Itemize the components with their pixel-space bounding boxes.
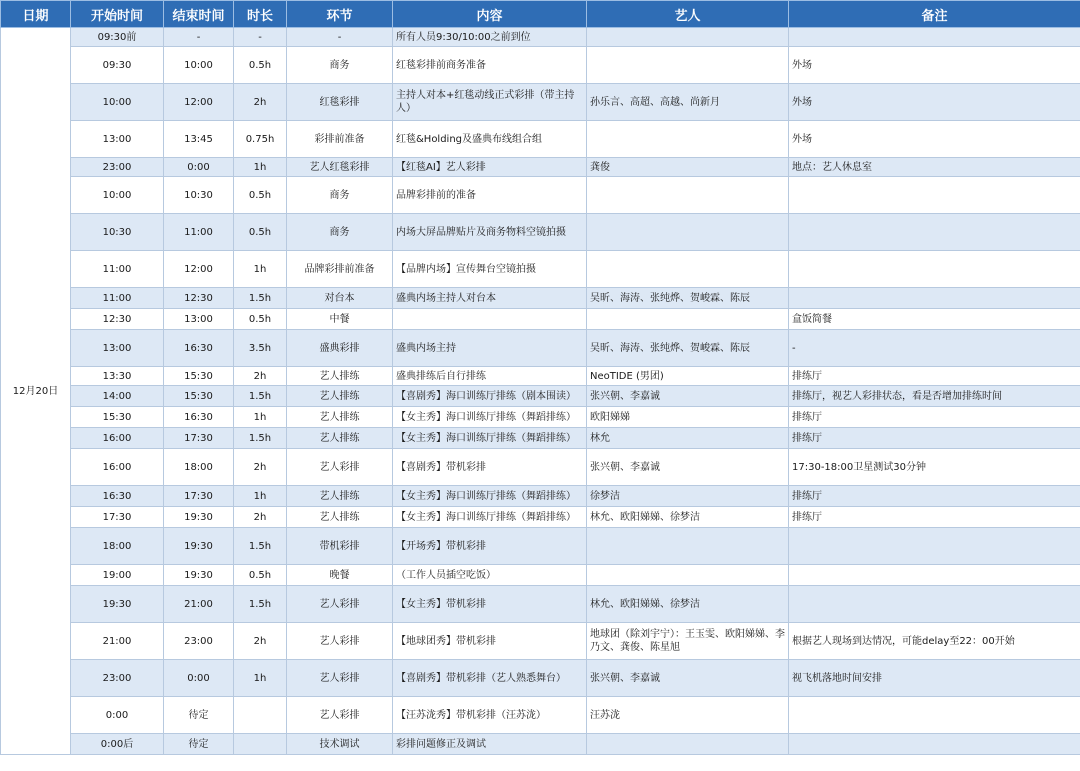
duration-cell (234, 734, 287, 755)
segment-cell: 艺人排练 (287, 407, 393, 428)
segment-cell: 商务 (287, 214, 393, 251)
start-time-cell: 18:00 (71, 528, 164, 565)
duration-cell: 0.5h (234, 309, 287, 330)
note-cell: 17:30-18:00卫星测试30分钟 (789, 449, 1080, 486)
end-time-cell: 17:30 (164, 428, 234, 449)
end-time-cell: 0:00 (164, 660, 234, 697)
duration-cell: 0.75h (234, 121, 287, 158)
duration-cell: 2h (234, 449, 287, 486)
artist-cell: 张兴朝、李嘉诚 (587, 449, 789, 486)
start-time-cell: 11:00 (71, 288, 164, 309)
segment-cell: 艺人彩排 (287, 660, 393, 697)
end-time-cell: 21:00 (164, 586, 234, 623)
segment-cell: 商务 (287, 177, 393, 214)
content-cell: 【喜剧秀】带机彩排 (393, 449, 587, 486)
artist-cell: 吴昕、海涛、张纯烨、贺峻霖、陈辰 (587, 330, 789, 367)
segment-cell: 艺人红毯彩排 (287, 158, 393, 177)
note-cell (789, 288, 1080, 309)
segment-cell: 艺人彩排 (287, 623, 393, 660)
content-cell: 【品牌内场】宣传舞台空镜拍摄 (393, 251, 587, 288)
segment-cell: 彩排前准备 (287, 121, 393, 158)
start-time-cell: 09:30 (71, 47, 164, 84)
artist-cell: 张兴朝、李嘉诚 (587, 660, 789, 697)
segment-cell: 晚餐 (287, 565, 393, 586)
content-cell: 【地球团秀】带机彩排 (393, 623, 587, 660)
artist-cell: 徐梦洁 (587, 486, 789, 507)
segment-cell: - (287, 28, 393, 47)
note-cell (789, 565, 1080, 586)
start-time-cell: 16:30 (71, 486, 164, 507)
table-row (1, 158, 1080, 177)
table-row (1, 407, 1080, 428)
content-cell: 【女主秀】带机彩排 (393, 586, 587, 623)
end-time-cell: 16:30 (164, 330, 234, 367)
table-row (1, 660, 1080, 697)
note-cell: 外场 (789, 121, 1080, 158)
note-cell: 排练厅，视艺人彩排状态，看是否增加排练时间 (789, 386, 1080, 407)
artist-cell: 吴昕、海涛、张纯烨、贺峻霖、陈辰 (587, 288, 789, 309)
duration-cell: 1h (234, 251, 287, 288)
content-cell: 【红毯AI】艺人彩排 (393, 158, 587, 177)
segment-cell: 中餐 (287, 309, 393, 330)
note-cell: 排练厅 (789, 428, 1080, 449)
end-time-cell: 19:30 (164, 565, 234, 586)
artist-cell: 林允、欧阳娣娣、徐梦洁 (587, 586, 789, 623)
start-time-cell: 13:00 (71, 121, 164, 158)
artist-cell: 地球团（除刘宇宁）：王玉雯、欧阳娣娣、李乃文、龚俊、陈星旭 (587, 623, 789, 660)
note-cell: 排练厅 (789, 507, 1080, 528)
table-row (1, 214, 1080, 251)
duration-cell: 2h (234, 367, 287, 386)
col-header-artist: 艺人 (587, 1, 789, 28)
end-time-cell: 13:45 (164, 121, 234, 158)
note-cell (789, 214, 1080, 251)
artist-cell: 林允、欧阳娣娣、徐梦洁 (587, 507, 789, 528)
artist-cell (587, 309, 789, 330)
segment-cell: 盛典彩排 (287, 330, 393, 367)
col-header-segment: 环节 (287, 1, 393, 28)
start-time-cell: 17:30 (71, 507, 164, 528)
content-cell: 【开场秀】带机彩排 (393, 528, 587, 565)
end-time-cell: 13:00 (164, 309, 234, 330)
duration-cell: 1.5h (234, 386, 287, 407)
duration-cell: 2h (234, 623, 287, 660)
artist-cell (587, 28, 789, 47)
table-row (1, 121, 1080, 158)
content-cell: （工作人员插空吃饭） (393, 565, 587, 586)
duration-cell: 0.5h (234, 565, 287, 586)
start-time-cell: 0:00 (71, 697, 164, 734)
artist-cell (587, 121, 789, 158)
table-row (1, 330, 1080, 367)
duration-cell: 3.5h (234, 330, 287, 367)
note-cell: 外场 (789, 47, 1080, 84)
duration-cell: 1h (234, 407, 287, 428)
artist-cell (587, 528, 789, 565)
table-row (1, 47, 1080, 84)
duration-cell: - (234, 28, 287, 47)
segment-cell: 艺人彩排 (287, 586, 393, 623)
start-time-cell: 23:00 (71, 660, 164, 697)
table-row (1, 734, 1080, 755)
content-cell: 红毯&Holding及盛典布线组合组 (393, 121, 587, 158)
duration-cell: 1.5h (234, 528, 287, 565)
start-time-cell: 0:00后 (71, 734, 164, 755)
content-cell (393, 309, 587, 330)
start-time-cell: 19:00 (71, 565, 164, 586)
segment-cell: 带机彩排 (287, 528, 393, 565)
artist-cell: 孙乐言、高超、高越、尚新月 (587, 84, 789, 121)
note-cell: 地点：艺人休息室 (789, 158, 1080, 177)
artist-cell: 张兴朝、李嘉诚 (587, 386, 789, 407)
end-time-cell: 12:00 (164, 84, 234, 121)
start-time-cell: 15:30 (71, 407, 164, 428)
content-cell: 品牌彩排前的准备 (393, 177, 587, 214)
artist-cell: NeoTIDE (男团) (587, 367, 789, 386)
note-cell (789, 586, 1080, 623)
content-cell: 【女主秀】海口训练厅排练（舞蹈排练） (393, 486, 587, 507)
end-time-cell: - (164, 28, 234, 47)
content-cell: 主持人对本+红毯动线正式彩排（带主持人） (393, 84, 587, 121)
artist-cell (587, 47, 789, 84)
artist-cell (587, 734, 789, 755)
end-time-cell: 待定 (164, 734, 234, 755)
table-row (1, 84, 1080, 121)
artist-cell (587, 251, 789, 288)
start-time-cell: 13:30 (71, 367, 164, 386)
start-time-cell: 14:00 (71, 386, 164, 407)
start-time-cell: 11:00 (71, 251, 164, 288)
duration-cell: 2h (234, 507, 287, 528)
col-header-date: 日期 (1, 1, 71, 28)
content-cell: 盛典内场主持 (393, 330, 587, 367)
content-cell: 【汪苏泷秀】带机彩排（汪苏泷） (393, 697, 587, 734)
end-time-cell: 12:30 (164, 288, 234, 309)
table-row (1, 507, 1080, 528)
duration-cell: 1.5h (234, 288, 287, 309)
start-time-cell: 21:00 (71, 623, 164, 660)
start-time-cell: 23:00 (71, 158, 164, 177)
segment-cell: 红毯彩排 (287, 84, 393, 121)
duration-cell: 1h (234, 158, 287, 177)
table-row (1, 28, 1080, 47)
duration-cell: 0.5h (234, 47, 287, 84)
start-time-cell: 09:30前 (71, 28, 164, 47)
col-header-note: 备注 (789, 1, 1080, 28)
note-cell (789, 177, 1080, 214)
table-row (1, 288, 1080, 309)
schedule-body (1, 28, 1080, 755)
table-row (1, 486, 1080, 507)
content-cell: 【女主秀】海口训练厅排练（舞蹈排练） (393, 407, 587, 428)
artist-cell: 汪苏泷 (587, 697, 789, 734)
duration-cell: 1.5h (234, 428, 287, 449)
note-cell: 排练厅 (789, 486, 1080, 507)
duration-cell: 1.5h (234, 586, 287, 623)
note-cell (789, 697, 1080, 734)
table-row (1, 565, 1080, 586)
artist-cell (587, 177, 789, 214)
end-time-cell: 15:30 (164, 367, 234, 386)
col-header-end: 结束时间 (164, 1, 234, 28)
note-cell (789, 28, 1080, 47)
content-cell: 内场大屏品牌贴片及商务物料空镜拍摄 (393, 214, 587, 251)
duration-cell (234, 697, 287, 734)
table-row (1, 697, 1080, 734)
start-time-cell: 10:00 (71, 84, 164, 121)
segment-cell: 艺人排练 (287, 507, 393, 528)
note-cell: - (789, 330, 1080, 367)
content-cell: 所有人员9:30/10:00之前到位 (393, 28, 587, 47)
table-row (1, 586, 1080, 623)
artist-cell: 欧阳娣娣 (587, 407, 789, 428)
duration-cell: 1h (234, 486, 287, 507)
note-cell: 排练厅 (789, 407, 1080, 428)
segment-cell: 艺人排练 (287, 486, 393, 507)
segment-cell: 艺人彩排 (287, 697, 393, 734)
content-cell: 【喜剧秀】带机彩排（艺人熟悉舞台） (393, 660, 587, 697)
start-time-cell: 13:00 (71, 330, 164, 367)
note-cell: 盒饭简餐 (789, 309, 1080, 330)
end-time-cell: 19:30 (164, 507, 234, 528)
duration-cell: 1h (234, 660, 287, 697)
content-cell: 【喜剧秀】海口训练厅排练（剧本围读） (393, 386, 587, 407)
table-row (1, 428, 1080, 449)
artist-cell: 林允 (587, 428, 789, 449)
artist-cell (587, 565, 789, 586)
segment-cell: 对台本 (287, 288, 393, 309)
col-header-start: 开始时间 (71, 1, 164, 28)
end-time-cell: 16:30 (164, 407, 234, 428)
start-time-cell: 12:30 (71, 309, 164, 330)
end-time-cell: 23:00 (164, 623, 234, 660)
note-cell: 排练厅 (789, 367, 1080, 386)
segment-cell: 技术调试 (287, 734, 393, 755)
note-cell (789, 528, 1080, 565)
start-time-cell: 10:00 (71, 177, 164, 214)
segment-cell: 品牌彩排前准备 (287, 251, 393, 288)
content-cell: 盛典排练后自行排练 (393, 367, 587, 386)
note-cell: 视飞机落地时间安排 (789, 660, 1080, 697)
segment-cell: 艺人排练 (287, 367, 393, 386)
end-time-cell: 11:00 (164, 214, 234, 251)
segment-cell: 艺人排练 (287, 386, 393, 407)
duration-cell: 0.5h (234, 214, 287, 251)
end-time-cell: 12:00 (164, 251, 234, 288)
note-cell: 外场 (789, 84, 1080, 121)
table-row (1, 251, 1080, 288)
segment-cell: 艺人排练 (287, 428, 393, 449)
segment-cell: 商务 (287, 47, 393, 84)
content-cell: 红毯彩排前商务准备 (393, 47, 587, 84)
col-header-duration: 时长 (234, 1, 287, 28)
start-time-cell: 16:00 (71, 449, 164, 486)
end-time-cell: 待定 (164, 697, 234, 734)
content-cell: 盛典内场主持人对台本 (393, 288, 587, 309)
end-time-cell: 19:30 (164, 528, 234, 565)
end-time-cell: 18:00 (164, 449, 234, 486)
table-row (1, 623, 1080, 660)
note-cell (789, 251, 1080, 288)
start-time-cell: 19:30 (71, 586, 164, 623)
table-row (1, 449, 1080, 486)
table-row (1, 386, 1080, 407)
content-cell: 【女主秀】海口训练厅排练（舞蹈排练） (393, 507, 587, 528)
segment-cell: 艺人彩排 (287, 449, 393, 486)
end-time-cell: 10:30 (164, 177, 234, 214)
table-row (1, 177, 1080, 214)
table-row (1, 528, 1080, 565)
date-cell: 12月20日 (1, 28, 71, 755)
end-time-cell: 0:00 (164, 158, 234, 177)
col-header-content: 内容 (393, 1, 587, 28)
artist-cell: 龚俊 (587, 158, 789, 177)
header-row (1, 1, 1080, 28)
table-row (1, 367, 1080, 386)
content-cell: 彩排问题修正及调试 (393, 734, 587, 755)
note-cell (789, 734, 1080, 755)
note-cell: 根据艺人现场到达情况，可能delay至22：00开始 (789, 623, 1080, 660)
end-time-cell: 17:30 (164, 486, 234, 507)
duration-cell: 2h (234, 84, 287, 121)
start-time-cell: 16:00 (71, 428, 164, 449)
table-row (1, 309, 1080, 330)
duration-cell: 0.5h (234, 177, 287, 214)
content-cell: 【女主秀】海口训练厅排练（舞蹈排练） (393, 428, 587, 449)
start-time-cell: 10:30 (71, 214, 164, 251)
end-time-cell: 15:30 (164, 386, 234, 407)
end-time-cell: 10:00 (164, 47, 234, 84)
artist-cell (587, 214, 789, 251)
